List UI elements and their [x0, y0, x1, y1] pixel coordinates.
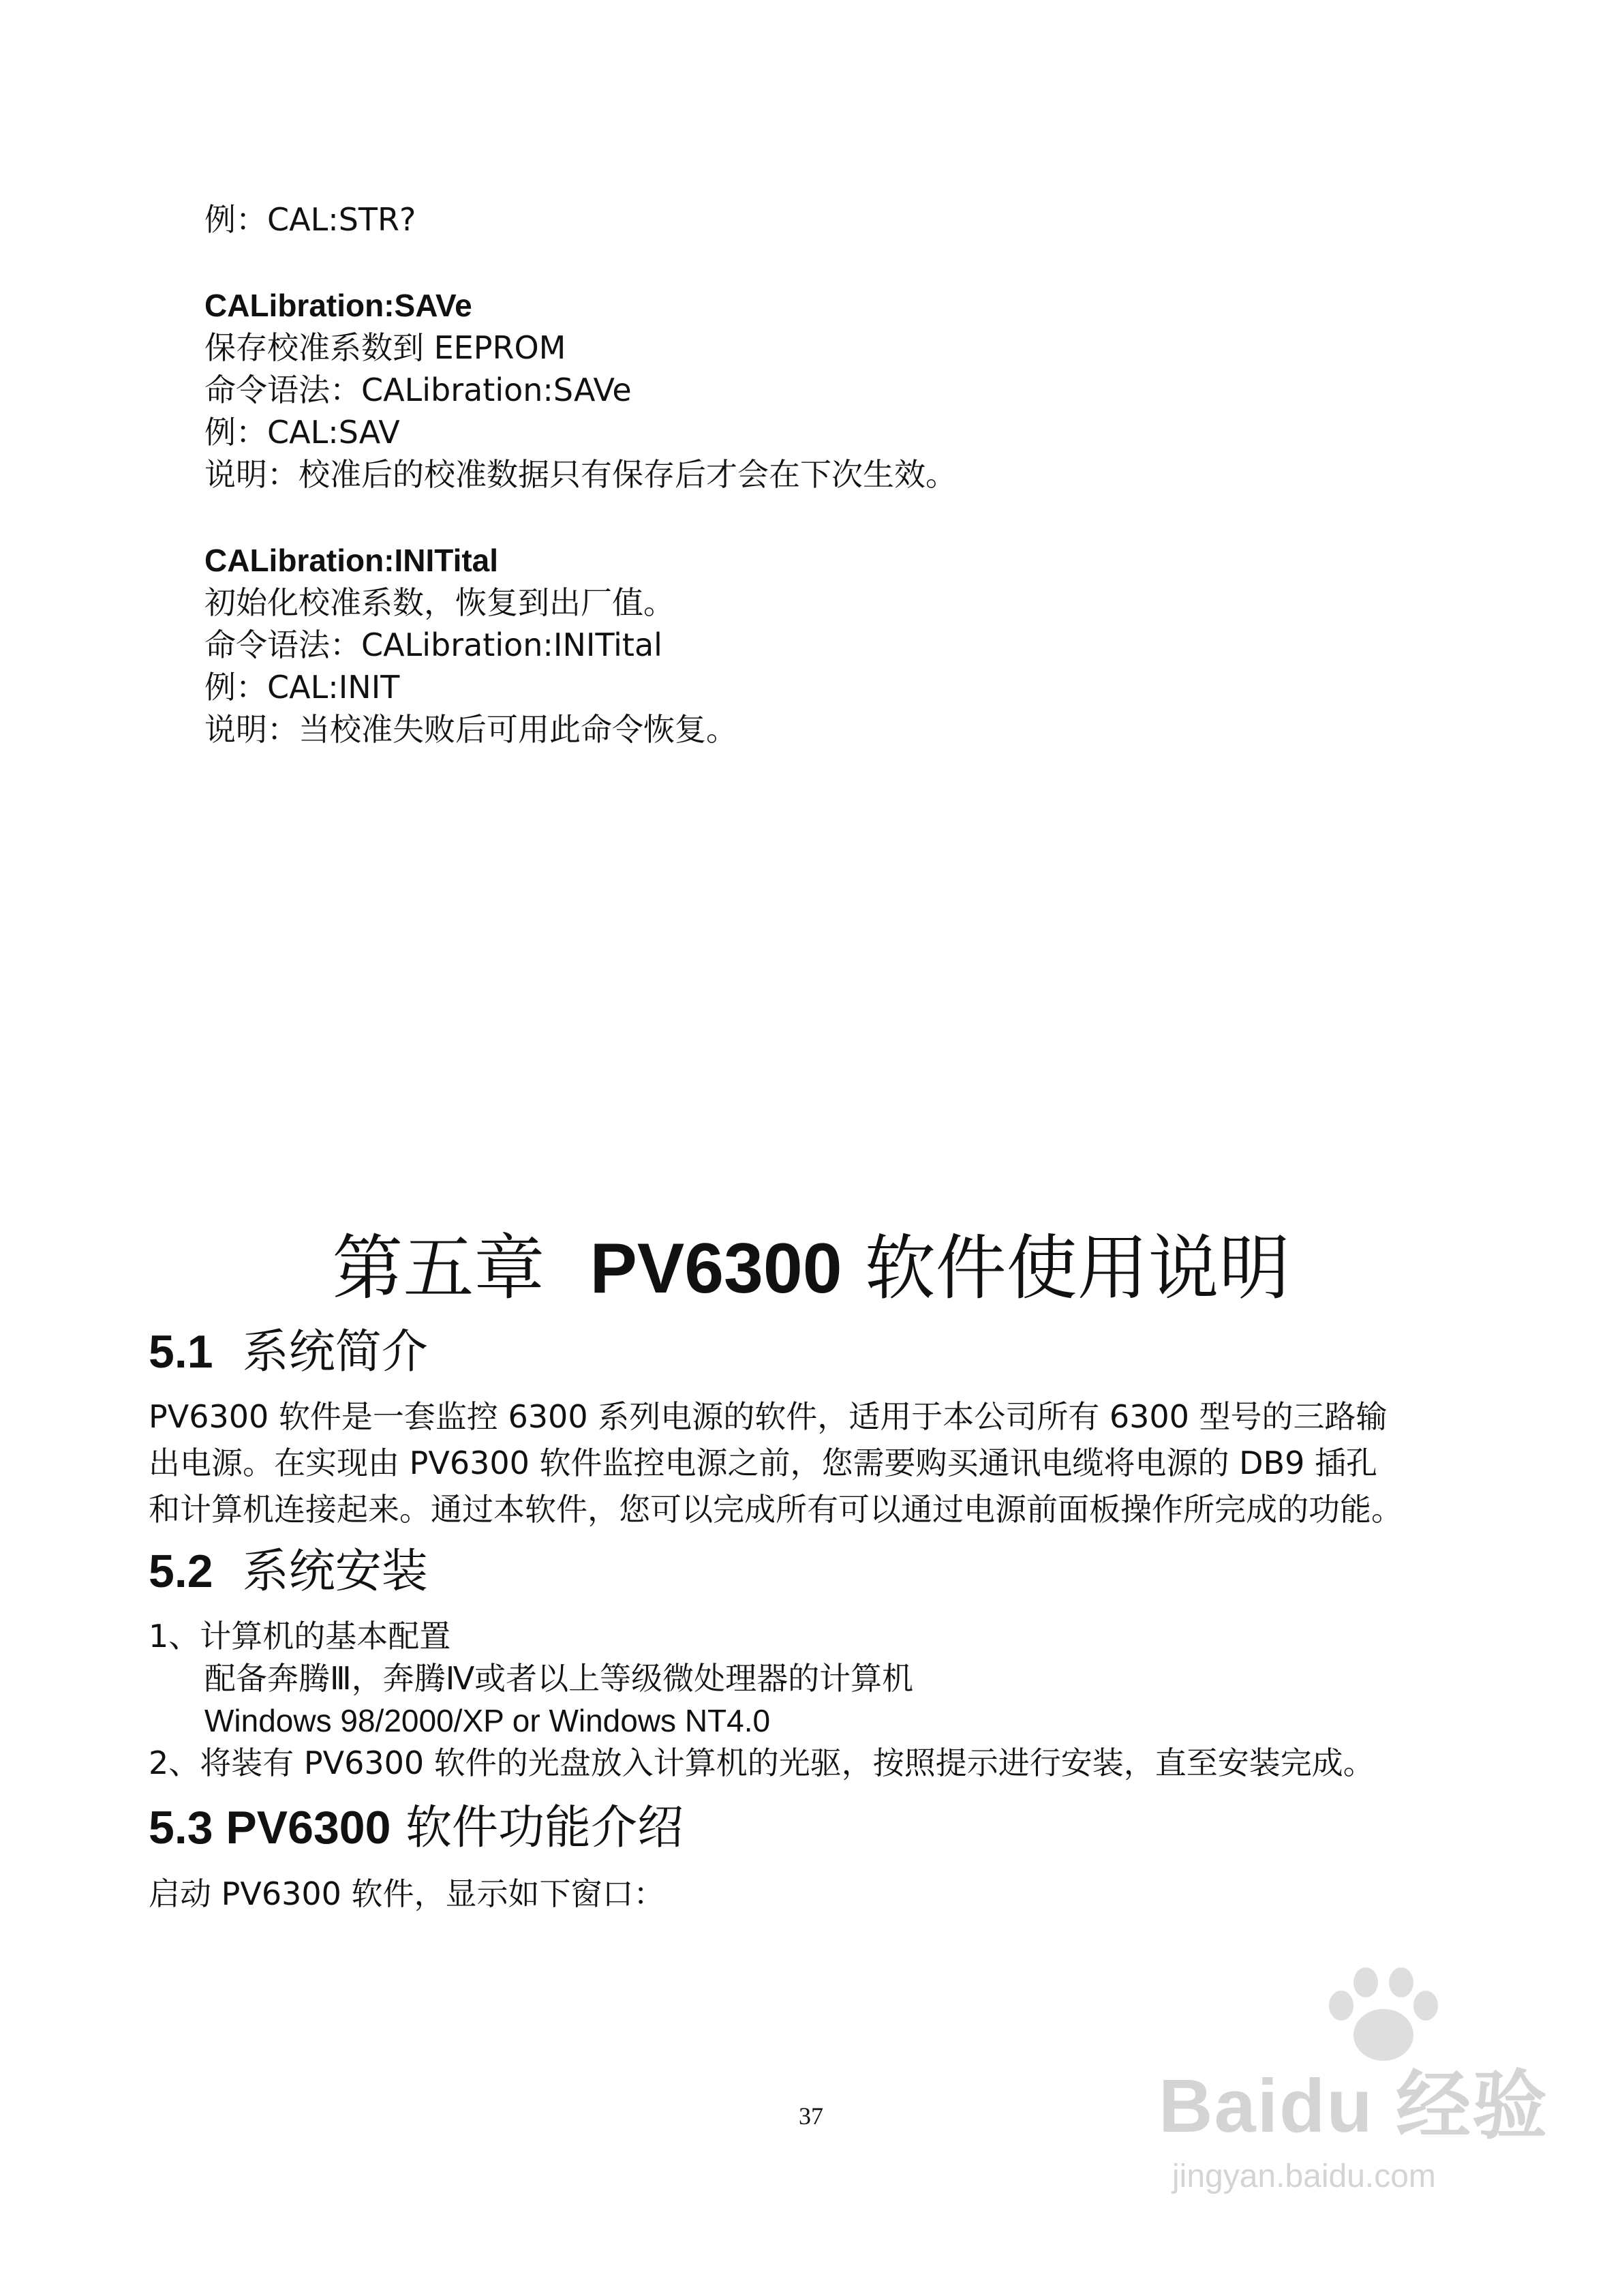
baidu-watermark: [1159, 1963, 1549, 2222]
command-description: 初始化校准系数，恢复到出厂值。: [204, 584, 675, 621]
chapter-suffix: 软件使用说明: [864, 1226, 1290, 1310]
watermark-url: jingyan.baidu.com: [1172, 2158, 1436, 2194]
list-subitem: 配备奔腾Ⅲ，奔腾Ⅳ或者以上等级微处理器的计算机: [204, 1660, 914, 1697]
section-number: 5.2: [149, 1545, 213, 1597]
section-title: 软件功能介绍: [406, 1801, 684, 1855]
command-example: 例：CAL:INIT: [204, 669, 400, 706]
paragraph-line: 出电源。在实现由 PV6300 软件监控电源之前，您需要购买通讯电缆将电源的 DB9 插孔: [149, 1445, 1378, 1481]
command-example: 例：CAL:SAV: [204, 414, 400, 451]
watermark-brand: Baidu 经验: [1159, 2064, 1549, 2148]
list-item: 2、将装有 PV6300 软件的光盘放入计算机的光驱，按照提示进行安装，直至安装完成。: [149, 1744, 1375, 1781]
paw-icon: [1322, 1963, 1445, 2066]
chapter-prefix: 第五章: [332, 1226, 545, 1310]
command-heading-save: CALibration:SAVe: [204, 288, 472, 323]
section-heading-5-3: [149, 1798, 684, 1858]
command-description: 保存校准系数到 EEPROM: [204, 329, 566, 366]
paragraph-line: 和计算机连接起来。通过本软件，您可以完成所有可以通过电源前面板操作所完成的功能。: [149, 1491, 1403, 1528]
command-note: 说明：当校准失败后可用此命令恢复。: [204, 711, 737, 748]
section-heading-5-1: [149, 1323, 428, 1382]
section-title: 系统安装: [242, 1545, 428, 1599]
command-heading-init: CALibration:INITital: [204, 543, 499, 578]
list-subitem: Windows 98/2000/XP or Windows NT4.0: [204, 1703, 771, 1738]
section-title: 系统简介: [242, 1325, 428, 1379]
list-item: 1、计算机的基本配置: [149, 1618, 451, 1655]
paragraph-line: 启动 PV6300 软件，显示如下窗口：: [149, 1875, 665, 1912]
command-syntax: 命令语法：CALibration:INITital: [204, 626, 662, 663]
section-heading-5-2: [149, 1542, 428, 1601]
page-number: 37: [799, 2102, 823, 2130]
section-number: 5.1: [149, 1326, 213, 1378]
chapter-title: [0, 1224, 1622, 1313]
paragraph-line: PV6300 软件是一套监控 6300 系列电源的软件，适用于本公司所有 6300 型号的三路输: [149, 1398, 1388, 1435]
command-note: 说明：校准后的校准数据只有保存后才会在下次生效。: [204, 456, 957, 493]
example-line: 例：CAL:STR?: [204, 201, 416, 238]
section-number: 5.3 PV6300: [149, 1802, 391, 1854]
chapter-product: PV6300: [590, 1229, 842, 1308]
command-syntax: 命令语法：CALibration:SAVe: [204, 372, 632, 408]
